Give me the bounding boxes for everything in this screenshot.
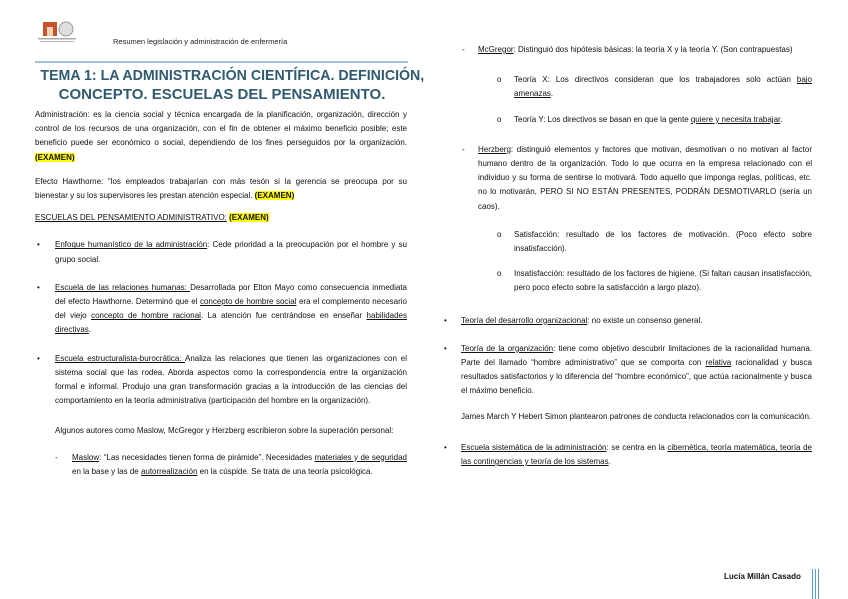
text-segment: Teoría X: Los directivos consideran que los trabajadores solo actúan [514, 75, 797, 85]
list-item-enfoque-humanistico [55, 238, 407, 266]
bullet-marker: • [444, 442, 447, 452]
right-page-content [424, 43, 848, 469]
list-row [497, 73, 812, 101]
running-header: Resumen legislación y administración de enfermería [113, 37, 288, 46]
text-segment: racionalidad y busca resultados satisfactorios y lo diferencia del “hombre económico”, que actúa racionalmente y busca el máximo beneficio. [461, 358, 813, 396]
hawthorne-row [35, 175, 407, 203]
text-segment: Insatisfacción: resultado de los factores de higiene. (Si faltan causan insatisfacción, pero poco efecto sobre la satisfacción a largo plazo). [514, 269, 812, 293]
bullet-marker: • [37, 240, 40, 250]
list-item-maslow [72, 451, 407, 479]
list-item-relaciones-humanas [55, 281, 407, 338]
underlined-term: quiere y necesita trabajar [690, 114, 781, 124]
text-segment: en la base y las de [72, 466, 141, 476]
underlined-term: Enfoque humanístico de la administración [55, 240, 208, 250]
text-segment: : distinguió elementos y factores que motivan, desmotivan o no motivan al factor humano dentro de la organización. Todo lo que ocurra en la empresa relacionado con el individuo y su forma de sentirse lo motivará. Todo aquello que imponga reglas, políticas, etc. no lo motivarán, PERO SI NO ESTÁN PRESENTES, PODRÁN DESMOTIVARLO (sería un caos). [478, 144, 812, 211]
text-segment: Satisfacción: resultado de los factores de motivación. (Poco efecto sobre insatisfacción). [514, 229, 812, 254]
circle-marker: o [497, 75, 502, 85]
underlined-term: ESCUELAS DEL PENSAMIENTO ADMINISTRATIVO: [35, 213, 227, 223]
text-segment: Efecto Hawthorne: “los empleados trabajarían con más tesón si la gerencia se preocupa por su bienestar y su los supervisores les prestan atención especial. [35, 176, 407, 201]
list-row [37, 281, 407, 338]
bullet-marker: • [37, 282, 40, 292]
list-row [462, 43, 812, 57]
administracion-definition [35, 108, 407, 165]
underlined-term: Teoría de la organización [461, 343, 554, 353]
algunos-row [55, 424, 407, 438]
footer-author: Lucía Millán Casado [724, 572, 801, 581]
efecto-hawthorne [35, 175, 407, 203]
administracion-row [35, 108, 407, 165]
text-segment: : “Las necesidades tienen forma de pirámide”. Necesidades [99, 452, 315, 462]
underlined-term: relativa [705, 358, 732, 368]
list-row [462, 143, 812, 214]
list-item-mcgregor [478, 43, 812, 57]
list-item-desarrollo-organizacional [461, 314, 812, 328]
text-segment: : no existe un consenso general. [587, 315, 703, 325]
escuelas-heading [35, 211, 407, 225]
text-segment: : se centra en la [606, 442, 668, 452]
list-item-insatisfaccion [514, 267, 812, 295]
underlined-term: Maslow [72, 452, 100, 462]
exam-highlight: (EXAMEN) [254, 191, 295, 201]
text-segment: : Distinguió dos hipótesis básicas: la teoría X y la teoría Y. (Son contrapuestas) [513, 45, 793, 54]
underlined-term: concepto de hombre racional [91, 311, 201, 321]
underlined-term: bajo amenazas [514, 75, 812, 99]
text-segment: Analiza las relaciones que tienen las organizaciones con el sistema social que las rodea. Aborda aspectos como la correspondencia entre la organización formal e informal. Produjo una gran transformación gracias a la introducción de las ciencias del comportamiento en la teoría administrativa (participación del hombre en la organización). [55, 353, 407, 406]
exam-highlight: (EXAMEN) [229, 213, 269, 223]
list-row [497, 228, 812, 256]
list-row [444, 314, 812, 328]
text-segment: . La atención fue centrándose en enseñar [200, 311, 367, 321]
text-segment: era el complemento necesario del viejo [55, 297, 407, 321]
text-segment: . [550, 89, 554, 99]
text-segment: Desarrollada por Elton Mayo como consecuencia inmediata del efecto Hawthorne. Determinó que el [55, 282, 407, 307]
circle-marker: o [497, 114, 502, 124]
escuelas-row [35, 211, 407, 225]
list-row [497, 113, 812, 127]
bullet-marker: • [37, 353, 40, 363]
text-segment: Teoría Y: Los directivos se basan en que la gente [514, 114, 691, 124]
page-right [424, 0, 848, 599]
list-item-teoria-organizacion [461, 342, 812, 399]
list-item-estructuralista [55, 352, 407, 409]
exam-highlight: (EXAMEN) [35, 152, 75, 162]
university-logo [36, 20, 80, 44]
footer-decoration [812, 569, 820, 599]
left-page-content [0, 66, 424, 479]
list-item-escuela-sistematica [461, 441, 812, 469]
list-row [444, 441, 812, 469]
title-line-2: CONCEPTO. ESCUELAS DEL PENSAMIENTO. [58, 86, 386, 103]
underlined-term: McGregor [478, 45, 514, 54]
text-segment: . [608, 457, 611, 467]
list-item-satisfaccion [514, 228, 812, 256]
underlined-term: Escuela estructuralista-burocrática: [55, 353, 185, 363]
algunos-autores [55, 424, 407, 438]
underlined-term: concepto de hombre social [199, 297, 297, 307]
list-row [497, 267, 812, 295]
dash-marker: - [55, 452, 58, 462]
text-segment: . [780, 114, 783, 124]
dash-marker: - [462, 45, 465, 54]
james-row [461, 410, 812, 424]
list-item-teoria-y [514, 113, 812, 127]
underlined-term: Herzberg [478, 144, 511, 154]
text-segment: Algunos autores como Maslow, McGregor y Herzberg escribieron sobre la superación personal: [55, 426, 394, 436]
bullet-marker: • [444, 315, 447, 325]
underlined-term: Escuela de las relaciones humanas: [55, 282, 191, 292]
text-segment: en la cúspide. Se trata de una teoría psicológica. [197, 466, 373, 476]
list-row [444, 342, 812, 399]
underlined-term: habilidades directivas [55, 311, 407, 335]
list-item-teoria-x [514, 73, 812, 101]
underlined-term: Escuela sistemática de la administración [461, 442, 607, 452]
list-item-herzberg [478, 143, 812, 214]
underlined-term: materiales y de seguridad [314, 452, 407, 462]
list-row [37, 238, 407, 266]
circle-marker: o [497, 229, 502, 239]
text-segment: James March Y Hebert Simon plantearon patrones de conducta relacionados con la comunicación. [461, 411, 812, 421]
text-segment: Administración: es la ciencia social y técnica encargada de la planificación, organización, dirección y control de los recursos de una organización, con el fin de obtener el máximo beneficio posible; este beneficio puede ser económico o social, dependiendo de los fines perseguidos por la organización. [35, 110, 407, 148]
title-line-1: TEMA 1: LA ADMINISTRACIÓN CIENTÍFICA. DEFINICIÓN, [40, 67, 425, 84]
dash-marker: - [462, 144, 465, 154]
circle-marker: o [497, 269, 502, 279]
text-segment: : tiene como objetivo descubrir limitaciones de la racionalidad humana. Parte del llamado “hombre administrativo” que se comporta con [461, 343, 812, 368]
james-march-simon [461, 410, 812, 424]
page-title [30, 66, 425, 104]
underlined-term: autorrealización [140, 466, 198, 476]
text-segment: . [88, 325, 92, 335]
header-rule [35, 61, 408, 63]
list-row [37, 352, 407, 409]
underlined-term: Teoría del desarrollo organizacional [461, 315, 588, 325]
bullet-marker: • [444, 343, 447, 353]
text-segment: : Cede prioridad a la preocupación por el hombre y su grupo social. [55, 240, 407, 264]
underlined-term: cibernética, teoría matemática, teoría de las contingencias y teoría de los sistemas [461, 442, 812, 467]
list-row [55, 451, 407, 479]
